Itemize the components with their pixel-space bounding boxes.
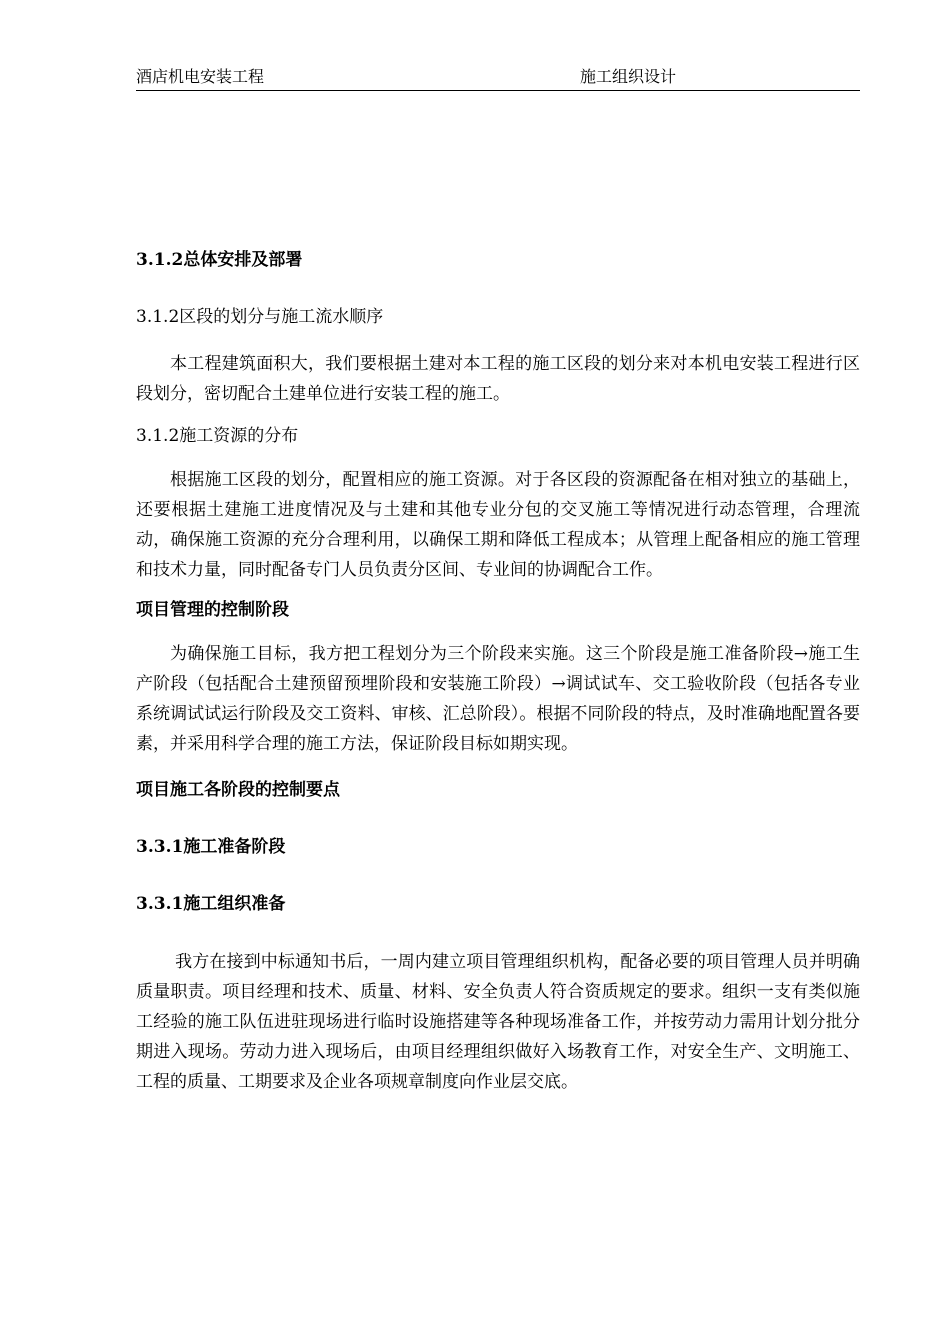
heading-zone-division: 3.1.2区段的划分与施工流水顺序	[136, 307, 384, 327]
header-project-name: 酒店机电安装工程	[136, 67, 265, 86]
paragraph-zone-division: 本工程建筑面积大，我们要根据土建对本工程的施工区段的划分来对本机电安装工程进行区段划分，密切配合土建单位进行安装工程的施工。	[136, 354, 860, 404]
heading-overall-arrangement: 3.1.2总体安排及部署	[136, 250, 303, 270]
heading-control-stages: 项目管理的控制阶段	[136, 600, 289, 620]
page-header	[136, 66, 860, 91]
document-body	[136, 245, 860, 1097]
header-document-title: 施工组织设计	[580, 67, 677, 86]
heading-organization-preparation: 3.3.1施工组织准备	[136, 894, 286, 914]
heading-preparation-stage: 3.3.1施工准备阶段	[136, 837, 286, 857]
paragraph-control-stages: 为确保施工目标，我方把工程划分为三个阶段来实施。这三个阶段是施工准备阶段→施工生产阶段（包括配合土建预留预埋阶段和安装施工阶段）→调试试车、交工验收阶段（包括各专业系统调试试运行阶段及交工资料、审核、汇总阶段）。根据不同阶段的特点，及时准确地配置各要素，并采用科学合理的施工方法，保证阶段目标如期实现。	[136, 644, 860, 754]
paragraph-resource-distribution: 根据施工区段的划分，配置相应的施工资源。对于各区段的资源配备在相对独立的基础上，还要根据土建施工进度情况及与土建和其他专业分包的交叉施工等情况进行动态管理，合理流动，确保施工资源的充分合理利用，以确保工期和降低工程成本；从管理上配备相应的施工管理和技术力量，同时配备专门人员负责分区间、专业间的协调配合工作。	[136, 470, 860, 580]
heading-resource-distribution: 3.1.2施工资源的分布	[136, 426, 299, 446]
paragraph-organization-preparation: 我方在接到中标通知书后，一周内建立项目管理组织机构，配备必要的项目管理人员并明确质量职责。项目经理和技术、质量、材料、安全负责人符合资质规定的要求。组织一支有类似施工经验的施工队伍进驻现场进行临时设施搭建等各种现场准备工作，并按劳动力需用计划分批分期进入现场。劳动力进入现场后，由项目经理组织做好入场教育工作，对安全生产、文明施工、工程的质量、工期要求及企业各项规章制度向作业层交底。	[136, 952, 860, 1092]
heading-stage-key-points: 项目施工各阶段的控制要点	[136, 780, 340, 800]
